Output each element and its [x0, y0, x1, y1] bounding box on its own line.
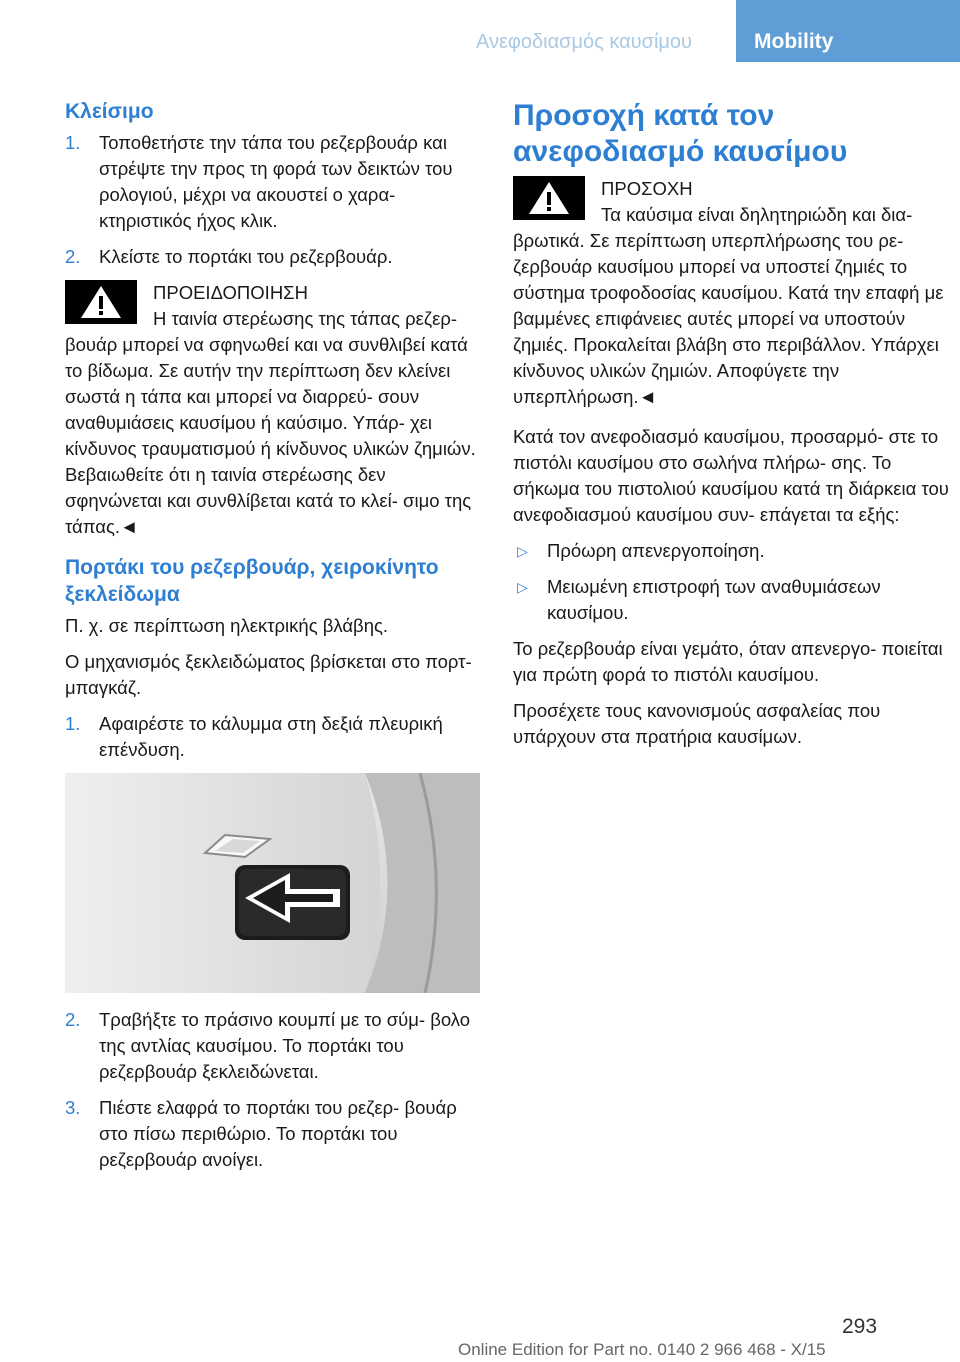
list-item	[65, 130, 480, 234]
warning-triangle-icon	[65, 280, 137, 324]
step-number: 2.	[65, 1009, 81, 1030]
bullet-text: Πρόωρη απενεργοποίηση.	[547, 540, 765, 561]
caution-box	[513, 176, 953, 410]
page-header	[0, 0, 960, 62]
edition-footer: Online Edition for Part no. 0140 2 966 468 - X/15	[458, 1340, 826, 1359]
list-item	[513, 538, 953, 564]
refuel-paragraph-1: Κατά τον ανεφοδιασμό καυσίμου, προσαρμό‐ στε το πιστόλι καυσίμου στο σωλήνα πλήρω‐ σης. Το σήκωμα του πιστολιού καυσίμου κατά τη διάρκεια του ανεφοδιασμού καυσίμου συν‐ επάγεται τα εξής:	[513, 426, 949, 525]
refuel-bullets	[513, 538, 953, 626]
caution-triangle-icon	[513, 176, 585, 220]
bullet-triangle-icon: ▷	[517, 579, 528, 595]
step-text: Τοποθετήστε την τάπα του ρεζερβουάρ και στρέψτε την προς τη φορά των δεικτών του ρολογιού, μέχρι να ακουστεί ο χαρα‐ κτηριστικός ήχος κλικ.	[99, 132, 453, 231]
left-column	[65, 98, 480, 1183]
manual-steps-rest	[65, 1007, 480, 1173]
step-number: 3.	[65, 1097, 81, 1118]
list-item	[65, 711, 480, 763]
step-number: 1.	[65, 713, 81, 734]
refuel-paragraph-2: Το ρεζερβουάρ είναι γεμάτο, όταν απενεργο‐ ποιείται για πρώτη φορά το πιστόλι καυσίμου.	[513, 638, 943, 685]
bullet-triangle-icon: ▷	[517, 543, 528, 559]
step-text: Κλείστε το πορτάκι του ρεζερβουάρ.	[99, 246, 393, 267]
list-item	[513, 574, 953, 626]
warning-text: Η ταινία στερέωσης της τάπας ρεζερ‐ βουάρ μπορεί να σφηνωθεί και να συνθλιβεί κατά το βίδωμα. Σε αυτήν την περίπτωση δεν κλείνει σωστά η τάπα και μπορεί να διαρρεύ‐ σουν αναθυμιάσεις καυσίμου ή καύσιμο. Υπάρ‐ χει κίνδυνος τραυματισμού ή κίνδυνος υλικών ζημιών. Βεβαιωθείτε ότι η ταινία στερέωσης δεν σφηνώνεται και συνθλίβεται κατά το κλεί‐ σιμο της τάπας.◄	[65, 308, 476, 537]
chapter-tab: Mobility	[736, 0, 960, 62]
right-column	[513, 98, 953, 760]
caution-heading: Προσοχή κατά τον ανεφοδιασμό καυσίμου	[513, 99, 848, 168]
closing-heading: Κλείσιμο	[65, 100, 154, 123]
step-text: Τραβήξτε το πράσινο κουμπί με το σύμ‐ βολο της αντλίας καυσίμου. Το πορτάκι του ρεζερβουάρ ξεκλειδώνεται.	[99, 1009, 471, 1082]
step-number: 1.	[65, 132, 81, 153]
step-text: Πιέστε ελαφρά το πορτάκι του ρεζερ‐ βουάρ στο πίσω περιθώριο. Το πορτάκι του ρεζερβουάρ ανοίγει.	[99, 1097, 457, 1170]
warning-title: ΠΡΟΕΙΔΟΠΟΙΗΣΗ	[153, 282, 308, 303]
section-title: Ανεφοδιασμός καυσίμου	[432, 0, 736, 62]
list-item	[65, 244, 480, 270]
step-text: Αφαιρέστε το κάλυμμα στη δεξιά πλευρική επένδυση.	[99, 713, 443, 760]
manual-intro-2: Ο μηχανισμός ξεκλειδώματος βρίσκεται στο πορτ-μπαγκάζ.	[65, 651, 472, 698]
warning-box	[65, 280, 480, 540]
bullet-text: Μειωμένη επιστροφή των αναθυμιάσεων καυσίμου.	[547, 576, 881, 623]
list-item	[65, 1095, 480, 1173]
trunk-photo-illustration	[65, 773, 480, 993]
manual-steps-first	[65, 711, 480, 763]
page-number: 293	[842, 1315, 878, 1338]
manual-intro-1: Π. χ. σε περίπτωση ηλεκτρικής βλάβης.	[65, 615, 389, 636]
manual-unlock-heading: Πορτάκι του ρεζερβουάρ, χειροκίνητο ξεκλείδωμα	[65, 556, 439, 606]
step-number: 2.	[65, 246, 81, 267]
caution-text: Τα καύσιμα είναι δηλητηριώδη και δια‐ βρωτικά. Σε περίπτωση υπερπλήρωσης του ρε‐ ζερβουάρ καυσίμου μπορεί να υποστεί ζημιές το σύστημα τροφοδοσίας καυσίμου. Κατά την επαφή με βαμμένες επιφάνειες αυτές μπορεί να υποστούν ζημιές. Προκαλείται βλάβη στο περιβάλλον. Υπάρχει κίνδυνος υλικών ζημιών. Αποφύγετε την υπερπλήρωση.◄	[513, 204, 944, 407]
refuel-paragraph-3: Προσέχετε τους κανονισμούς ασφαλείας που υπάρχουν στα πρατήρια καυσίμων.	[513, 700, 881, 747]
list-item	[65, 1007, 480, 1085]
closing-steps	[65, 130, 480, 270]
caution-title: ΠΡΟΣΟΧΗ	[601, 178, 693, 199]
trunk-cover-photo	[65, 773, 480, 993]
